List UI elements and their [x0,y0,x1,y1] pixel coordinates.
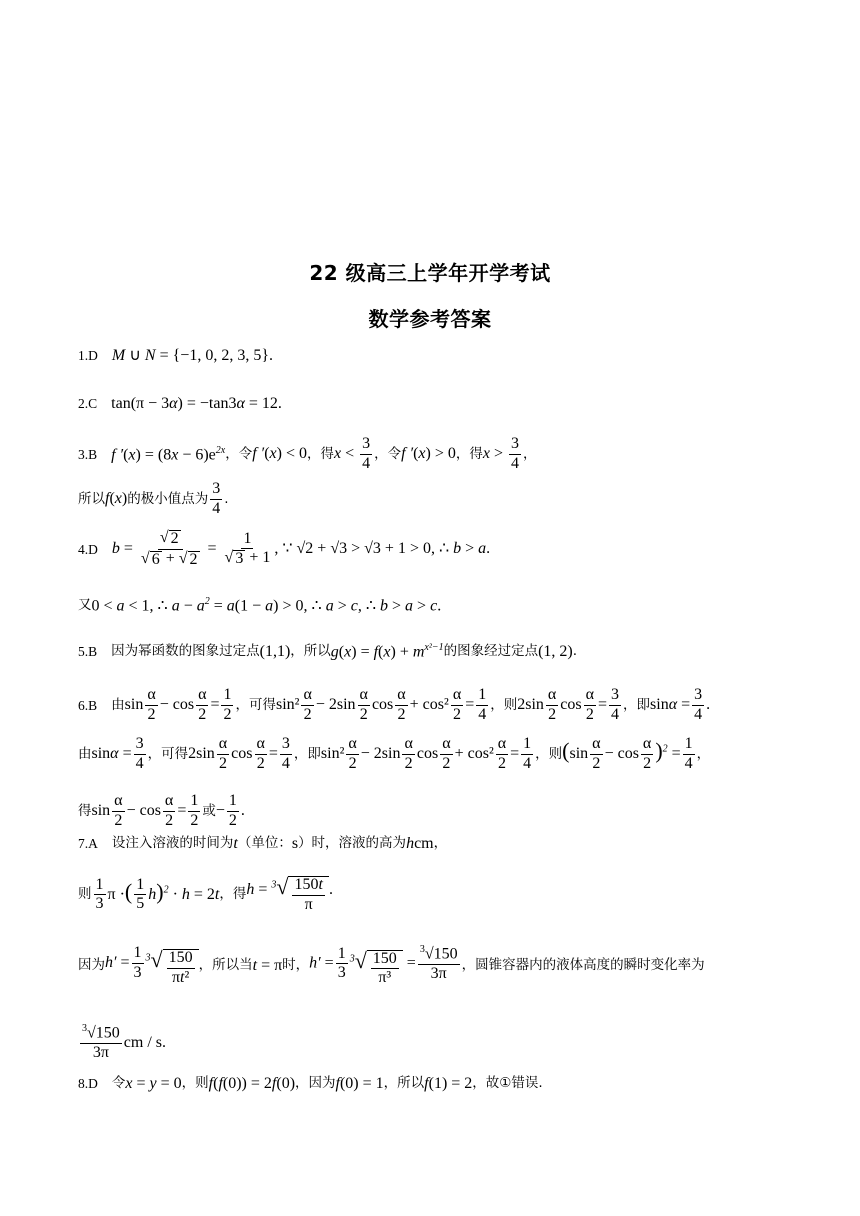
answer-7-derivative: 因为 h′ = $\frac{1}{3}$ $^3$ √ $\frac{150}{\text{πt²}}$ ，所以当 t = π 时， h′ = $\frac{1}{3}$ $^3$ √ $\frac{150}{\text{π³}}$ = $\frac{^3√150}{3\pi}$ ，圆锥容器内的液体高度的瞬时变化率为 [78,944,705,987]
formula: 2sin $\frac{\alpha}{2}$ cos $\frac{\alpha}{2}$ = $\frac{3}{4}$ [517,686,620,723]
answer-4 [78,530,800,569]
formula: x = y = 0 [125,1075,182,1092]
answer-6-cont: 由 sinα = $\frac{3}{4}$ ，可得 2sin $\frac{\alpha}{2}$ cos $\frac{\alpha}{2}$ = $\frac{3}{4}$ ，即 sin² $\frac{\alpha}{2}$ − 2sin $\frac{\alpha}{2}$ cos $\frac{\alpha}{2}$ + cos² $\frac{\alpha}{2}$ = $\frac{1}{4}$ ，则 (sin $\frac{\alpha}{2}$ − cos $\frac{\alpha}{2}$ )$^2$ = $\frac{1}{4}$ ， [78,735,711,772]
answer-7-result: $\frac{^3√150}{3\pi}$ cm / s . [78,1024,800,1062]
formula: f(x) [105,490,128,508]
formula: f ′(x) < 0 [252,445,307,463]
formula: sinα = $\frac{3}{4}$ . [650,686,711,723]
formula: 2sin $\frac{\alpha}{2}$ cos $\frac{\alpha}{2}$ = $\frac{3}{4}$ [188,735,290,772]
answer-number: 8.D [78,1076,98,1092]
formula: f(0) = 1 [335,1075,384,1092]
answer-2 [78,396,800,412]
formula: f ′(x) > 0 [401,445,456,463]
formula: sin $\frac{\alpha}{2}$ − cos $\frac{\alpha}{2}$ = $\frac{1}{2}$ [91,792,199,829]
answer-8: 8.D 令 x = y = 0 ，则 f(f(0)) = 2f(0) ，因为 f(0) = 1 ，所以 f(1) = 2 ，故①错误. [78,1075,543,1092]
formula: h′ = $\frac{1}{3}$ $^3$ √ $\frac{150}{\text{πt²}}$ [105,945,199,987]
formula: t = π [252,957,283,975]
answer-number: 3.B [78,446,98,462]
formula: sin² $\frac{\alpha}{2}$ − 2sin $\frac{\alpha}{2}$ cos $\frac{\alpha}{2}$ + cos² $\frac{\alpha}{2}$ = $\frac{1}{4}$ [275,686,487,723]
formula: (1, 2) [538,642,573,660]
page-subtitle: 数学参考答案 [368,307,492,331]
answer-4-cont: 又 0 < a < 1, ∴ $a - a^2 = a(1 - a) > 0$, ∴ a > c, ∴ b > a > c. [78,596,442,615]
formula: (1,1) [259,642,291,660]
answer-number: 2.C [78,396,98,412]
formula: f(1) = 2 [424,1075,473,1092]
formula: sin $\frac{\alpha}{2}$ − cos $\frac{\alpha}{2}$ = $\frac{1}{2}$ [124,686,232,723]
formula: f(f(0)) = 2f(0) [208,1075,296,1092]
answer-6-result: 得 sin $\frac{\alpha}{2}$ − cos $\frac{\alpha}{2}$ = $\frac{1}{2}$ 或 − $\frac{1}{2}$ . [78,792,245,829]
formula: sin² $\frac{\alpha}{2}$ − 2sin $\frac{\alpha}{2}$ cos $\frac{\alpha}{2}$ + cos² $\frac{\alpha}{2}$ = $\frac{1}{4}$ [320,735,532,772]
formula: h = $^3$ √ $\frac{150t}{\pi}$ . [246,874,333,913]
answer-1 [78,348,800,364]
formula: h′ = $\frac{1}{3}$ $^3$ √ $\frac{150}{\text{π³}}$ = $\frac{^3√150}{3\pi}$ [309,944,458,987]
formula: (sin $\frac{\alpha}{2}$ − cos $\frac{\alpha}{2}$ )$^2$ = $\frac{1}{4}$ [562,735,693,772]
answer-number: 4.D [78,541,98,557]
answer-number: 5.B [78,643,98,659]
answer-5: 5.B 因为幂函数的图象过定点 (1,1) ，所以 $g(x) = f(x) + m^{x^2-1}$ 的图象经过定点 (1, 2) . [78,642,578,661]
formula: f $'(x) = (8x - 6)e^{2x}$ [111,444,226,463]
formula: $g(x) = f(x) + m^{x^2-1}$ [330,642,444,661]
formula: 0 < a < 1, ∴ $a - a^2 = a(1 - a) > 0$, ∴ a > c, ∴ b > a > c. [91,596,442,615]
formula: tan(π − 3α) = −tan3α = 12. [111,395,282,412]
answer-3-cont: 所以 f(x) 的极小值点为 $\frac{3}{4}$ . [78,480,229,517]
answer-number: 7.A [78,836,98,852]
formula: x > $\frac{3}{4}$ [482,435,520,472]
answer-7: 7.A 设注入溶液的时间为 t （单位： s ）时，溶液的高为 h cm ， [78,835,448,852]
formula: M ∪ N = {−1, 0, 2, 3, 5}. [111,347,273,364]
formula: sinα = $\frac{3}{4}$ [91,735,144,772]
answer-7-cont: 则 $\frac{1}{3}$ π ·( $\frac{1}{5}$ h)$^2$ · h = 2t ，得 h = $^3$ √ $\frac{150t}{\pi}$ . [78,874,333,913]
page-title: 22 级高三上学年开学考试 [309,261,551,285]
formula: $\frac{1}{3}$ π ·( $\frac{1}{5}$ h)$^2$ · h = 2t [95,875,220,913]
answer-number: 1.D [78,348,98,364]
formula: $\frac{^3√150}{3\pi}$ [82,1023,120,1062]
formula: − $\frac{1}{2}$ . [215,792,245,829]
formula: $\frac{3}{4}$ [212,480,221,517]
answer-number: 6.B [78,697,98,713]
answer-3: 3.B f $'(x) = (8x - 6)e^{2x}$ ，令 f ′(x) < 0 ，得 x < $\frac{3}{4}$ ，令 f ′(x) > 0 ，得 x > $\frac{3}{4}$ ， [78,435,537,472]
formula: b = √ 2 √ 6 + √ 2 = 1 √ 3 + 1 , ∵ √2 + √3 > √3 + 1 > 0, ∴ b > a. [111,529,491,568]
answer-6: 6.B 由 sin $\frac{\alpha}{2}$ − cos $\frac{\alpha}{2}$ = $\frac{1}{2}$ ，可得 sin² $\frac{\alpha}{2}$ − 2sin $\frac{\alpha}{2}$ cos $\frac{\alpha}{2}$ + cos² $\frac{\alpha}{2}$ = $\frac{1}{4}$ ，则 2sin $\frac{\alpha}{2}$ cos $\frac{\alpha}{2}$ = $\frac{3}{4}$ ，即 sinα = $\frac{3}{4}$ . [78,686,711,723]
formula: x < $\frac{3}{4}$ [333,435,371,472]
